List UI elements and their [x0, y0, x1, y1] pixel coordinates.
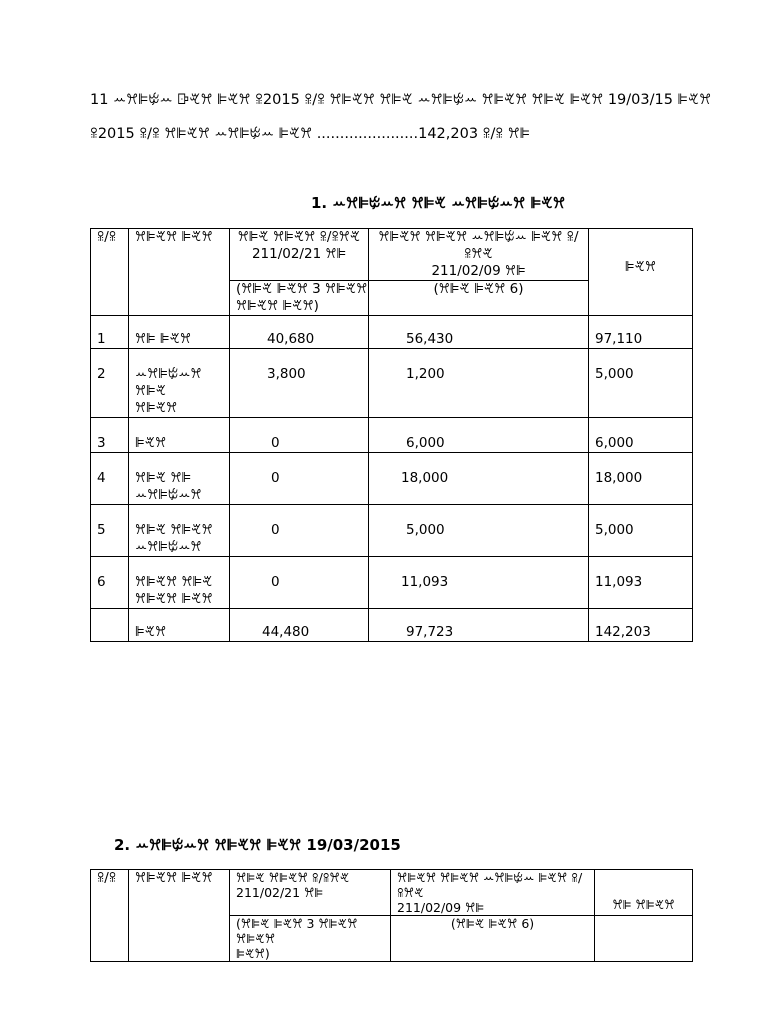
total-label: ꕞꕩꕮ — [129, 609, 230, 642]
row-total: 11,093 — [589, 557, 693, 609]
total-serial — [91, 609, 129, 642]
s2-header-col3-sub — [230, 916, 391, 962]
section-1-table — [90, 228, 693, 642]
row-total: 6,000 — [589, 418, 693, 453]
table-row — [91, 453, 693, 505]
row-name-line2: ꕀꕮꕞꔲꕀꕮ — [135, 539, 202, 555]
section-1-heading: 1. ꕀꕮꕞꔲꕀꕮ ꕮꕞꕩ ꕀꕮꕞꔲꕀꕮ ꕞꕩꕮ — [311, 194, 566, 212]
row-serial: 6 — [91, 557, 129, 609]
row-name — [129, 557, 230, 609]
s2-header-col5-sub — [595, 916, 693, 962]
row-total: 5,000 — [589, 505, 693, 557]
row-serial: 3 — [91, 418, 129, 453]
s2-header-col3-line2: 211/02/21 ꕮꕞ — [236, 885, 324, 900]
table-row — [91, 505, 693, 557]
row-value-a: 0 — [230, 453, 369, 505]
header-col3 — [230, 229, 369, 281]
row-name-line1: ꕮꕞꕩ ꕮꕞꕩꕮ — [135, 522, 213, 538]
section-2-table — [90, 869, 693, 962]
row-name-line1: ꕮꕞꕩꕮ ꕮꕞꕩ — [135, 574, 213, 590]
header-col4 — [369, 229, 589, 281]
row-value-b: 1,200 — [369, 349, 589, 418]
header-col3-sub — [230, 281, 369, 316]
row-value-b: 11,093 — [369, 557, 589, 609]
table-row — [91, 418, 693, 453]
row-serial: 4 — [91, 453, 129, 505]
section-2-heading: 2. ꕀꕮꕞꔲꕀꕮ ꕮꕞꕩꕮ ꕞꕩꕮ 19/03/2015 — [114, 836, 401, 854]
total-grand: 142,203 — [589, 609, 693, 642]
row-value-b: 18,000 — [369, 453, 589, 505]
s2-header-col4-line2: 211/02/09 ꕮꕞ — [397, 900, 485, 915]
row-total: 5,000 — [589, 349, 693, 418]
row-value-a: 3,800 — [230, 349, 369, 418]
s2-header-name: ꕮꕞꕩꕮ ꕞꕩꕮ — [129, 870, 230, 962]
header-col4-sub: (ꕮꕞꕩ ꕞꕩꕮ 6) — [369, 281, 589, 316]
header-col3-line1: ꕮꕞꕩ ꕮꕞꕩꕮ ꕉ/ꕉꕮꕩ — [237, 229, 361, 245]
s2-header-col4-sub: (ꕮꕞꕩ ꕞꕩꕮ 6) — [391, 916, 595, 962]
row-value-a: 0 — [230, 418, 369, 453]
row-serial: 1 — [91, 316, 129, 349]
s2-header-serial: ꕉ/ꕉ — [91, 870, 129, 962]
row-serial: 2 — [91, 349, 129, 418]
row-total: 18,000 — [589, 453, 693, 505]
row-value-a: 0 — [230, 505, 369, 557]
total-value-b: 97,723 — [369, 609, 589, 642]
header-col3-line2: 211/02/21 ꕮꕞ — [251, 246, 347, 262]
row-name: ꕮꕞ ꕞꕩꕮ — [129, 316, 230, 349]
row-name — [129, 505, 230, 557]
total-value-a: 44,480 — [230, 609, 369, 642]
header-col3-sub-line2: ꕮꕞꕩꕮ ꕞꕩꕮ) — [236, 298, 319, 314]
s2-header-col3-sub-line2: ꕞꕩꕮ) — [236, 946, 270, 961]
row-total: 97,110 — [589, 316, 693, 349]
row-name-line2: ꕮꕞꕩꕮ ꕞꕩꕮ — [135, 591, 213, 607]
header-serial: ꕉ/ꕉ — [91, 229, 129, 316]
row-name — [129, 453, 230, 505]
table-row — [91, 349, 693, 418]
row-value-b: 6,000 — [369, 418, 589, 453]
header-name: ꕮꕞꕩꕮ ꕞꕩꕮ — [129, 229, 230, 316]
table-row — [91, 557, 693, 609]
row-value-a: 40,680 — [230, 316, 369, 349]
intro-line-1: 11 ꕀꕮꕞꔲꕀ ꕒꕩꕮ ꕞꕩꕮ ꕉ2015 ꕉ/ꕉ ꕮꕞꕩꕮ ꕮꕞꕩ ꕀꕮꕞꔲꕀ ꕮꕞꕩꕮ ꕮꕞꕩ ꕞꕩꕮ 19/03/15 ꕞꕩꕮ — [90, 92, 712, 108]
row-name-line1: ꕮꕞꕩ ꕮꕞ — [135, 470, 192, 486]
header-col4-line1: ꕮꕞꕩꕮ ꕮꕞꕩꕮ ꕀꕮꕞꔲꕀ ꕞꕩꕮ ꕉ/ꕉꕮꕩ — [378, 229, 579, 262]
s2-header-col5: ꕮꕞ ꕮꕞꕩꕮ — [595, 870, 693, 916]
row-serial: 5 — [91, 505, 129, 557]
s2-header-col3-sub-line1: (ꕮꕞꕩ ꕞꕩꕮ 3 ꕮꕞꕩꕮ ꕮꕞꕩꕮ — [236, 916, 358, 946]
header-total: ꕞꕩꕮ — [589, 229, 693, 316]
header-col4-line2: 211/02/09 ꕮꕞ — [431, 263, 526, 279]
row-value-a: 0 — [230, 557, 369, 609]
row-name — [129, 349, 230, 418]
row-name: ꕞꕩꕮ — [129, 418, 230, 453]
s2-header-col4 — [391, 870, 595, 916]
header-col3-sub-line1: (ꕮꕞꕩ ꕞꕩꕮ 3 ꕮꕞꕩꕮ — [236, 281, 368, 297]
intro-line-2: ꕉ2015 ꕉ/ꕉ ꕮꕞꕩꕮ ꕀꕮꕞꔲꕀ ꕞꕩꕮ ......................142,203 ꕉ/ꕉ ꕮꕞ — [90, 126, 530, 142]
s2-header-col3-line1: ꕮꕞꕩ ꕮꕞꕩꕮ ꕉ/ꕉꕮꕩ — [236, 870, 350, 885]
row-name-line1: ꕀꕮꕞꔲꕀꕮ ꕮꕞꕩ — [135, 366, 202, 399]
s2-header-col3 — [230, 870, 391, 916]
row-name-line2: ꕀꕮꕞꔲꕀꕮ — [135, 487, 202, 503]
table-row — [91, 316, 693, 349]
row-name-line2: ꕮꕞꕩꕮ — [135, 400, 178, 416]
row-value-b: 5,000 — [369, 505, 589, 557]
row-value-b: 56,430 — [369, 316, 589, 349]
table-total-row — [91, 609, 693, 642]
s2-header-col4-line1: ꕮꕞꕩꕮ ꕮꕞꕩꕮ ꕀꕮꕞꔲꕀ ꕞꕩꕮ ꕉ/ꕉꕮꕩ — [397, 870, 583, 900]
